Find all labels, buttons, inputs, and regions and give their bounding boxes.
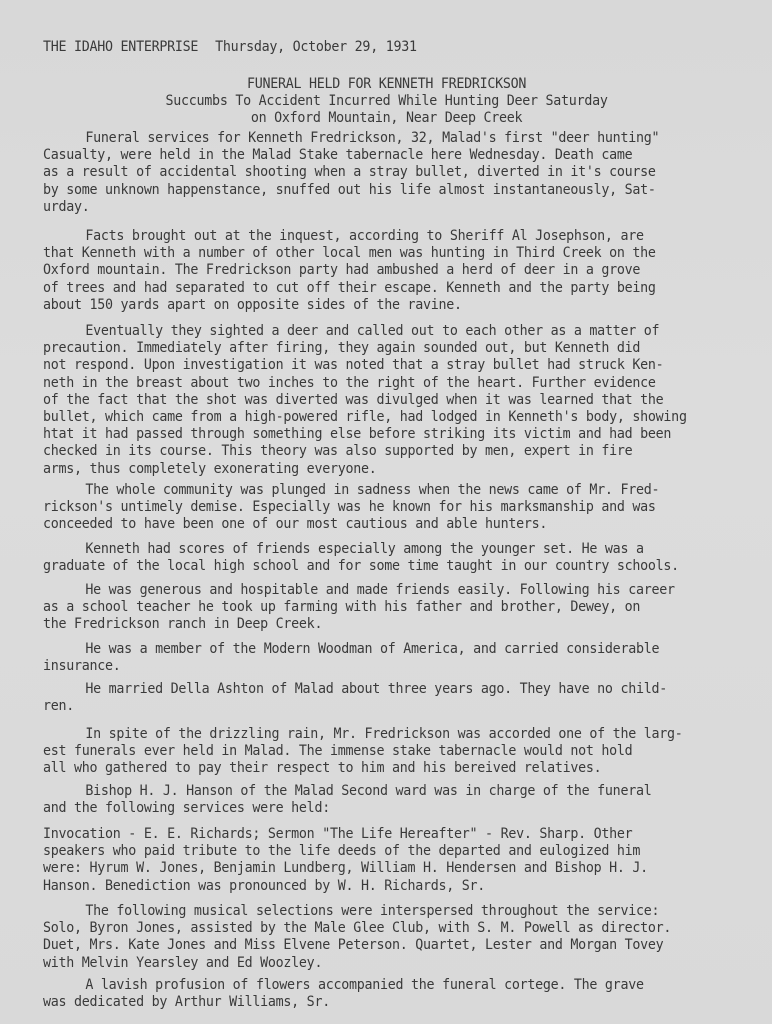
- paragraph-line: Invocation - E. E. Richards; Sermon "The Life Hereafter" - Rev. Sharp. Other: [43, 826, 633, 842]
- article-paragraph: [43, 977, 696, 1011]
- paragraph-line: ren.: [43, 698, 75, 715]
- paragraph-line: conceeded to have been one of our most cautious and able hunters.: [43, 516, 548, 533]
- paragraph-line: Solo, Byron Jones, assisted by the Male Glee Club, with S. M. Powell as director.: [43, 920, 672, 937]
- paragraph-line: that Kenneth with a number of other local men was hunting in Third Creek on the: [43, 245, 656, 262]
- paragraph-line: as a result of accidental shooting when a stray bullet, diverted in it's course: [43, 164, 656, 181]
- paragraph-line: Kenneth had scores of friends especially among the younger set. He was a: [85, 541, 644, 557]
- article-paragraph: [43, 482, 713, 534]
- paragraph-line: the Fredrickson ranch in Deep Creek.: [43, 616, 323, 633]
- publication-date: Thursday, October 29, 1931: [215, 39, 417, 55]
- paragraph-line: arms, thus completely exonerating everyone.: [43, 460, 377, 477]
- paragraph-line: was dedicated by Arthur Williams, Sr.: [43, 994, 330, 1011]
- paragraph-line: of trees and had separated to cut off their escape. Kenneth and the party being: [43, 279, 656, 296]
- paragraph-line: all who gathered to pay their respect to him and his bereived relatives.: [43, 760, 602, 777]
- paragraph-line: speakers who paid tribute to the life deeds of the departed and eulogized him: [43, 843, 641, 860]
- paragraph-line: with Melvin Yearsley and Ed Woozley.: [43, 954, 323, 971]
- paragraph-line: were: Hyrum W. Jones, Benjamin Lundberg, William H. Hendersen and Bishop H. J.: [43, 860, 648, 877]
- paragraph-line: Hanson. Benediction was pronounced by W. H. Richards, Sr.: [43, 877, 486, 894]
- paragraph-line: He married Della Ashton of Malad about three years ago. They have no child-: [85, 681, 667, 697]
- paragraph-line: neth in the breast about two inches to the right of the heart. Further evidence: [43, 374, 656, 391]
- paragraph-line: Oxford mountain. The Fredrickson party had ambushed a herd of deer in a grove: [43, 262, 641, 279]
- article-paragraph: [43, 130, 713, 216]
- paragraph-line: Bishop H. J. Hanson of the Malad Second ward was in charge of the funeral: [85, 783, 652, 799]
- paragraph-line: checked in its course. This theory was also supported by men, expert in fire: [43, 443, 633, 460]
- paragraph-line: He was a member of the Modern Woodman of America, and carried considerable: [85, 641, 660, 657]
- paragraph-line: urday.: [43, 198, 90, 215]
- paragraph-line: not respond. Upon investigation it was noted that a stray bullet had struck Ken-: [43, 357, 664, 374]
- paragraph-line: Funeral services for Kenneth Fredrickson, 32, Malad's first "deer hunting": [85, 130, 660, 146]
- headline-subtitle-line-2: on Oxford Mountain, Near Deep Creek: [250, 110, 523, 126]
- masthead: [43, 39, 417, 55]
- paragraph-line: as a school teacher he took up farming with his father and brother, Dewey, on: [43, 599, 641, 616]
- paragraph-line: The following musical selections were interspersed throughout the service:: [85, 903, 660, 919]
- paragraph-line: He was generous and hospitable and made friends easily. Following his career: [85, 582, 675, 598]
- article-paragraph: [43, 826, 701, 895]
- paragraph-line: and the following services were held:: [43, 800, 330, 817]
- paragraph-line: graduate of the local high school and for some time taught in our country schools.: [43, 558, 679, 575]
- article-paragraph: [43, 681, 721, 715]
- paragraph-line: Duet, Mrs. Kate Jones and Miss Elvene Peterson. Quartet, Lester and Morgan Tovey: [43, 937, 664, 954]
- paragraph-line: Eventually they sighted a deer and called out to each other as a matter of: [85, 323, 660, 339]
- paragraph-line: htat it had passed through something else before striking its victim and had been: [43, 426, 672, 443]
- paragraph-line: of the fact that the shot was diverted was divulged when it was learned that the: [43, 391, 664, 408]
- article-paragraph: [43, 641, 713, 675]
- paragraph-line: Facts brought out at the inquest, according to Sheriff Al Josephson, are: [85, 228, 644, 244]
- paragraph-line: A lavish profusion of flowers accompanied the funeral cortege. The grave: [85, 977, 644, 993]
- paragraph-line: est funerals ever held in Malad. The immense stake tabernacle would not hold: [43, 743, 633, 760]
- article-paragraph: [43, 903, 726, 972]
- headline-subtitle-line-1: Succumbs To Accident Incurred While Hunting Deer Saturday: [165, 93, 608, 109]
- paragraph-line: The whole community was plunged in sadness when the news came of Mr. Fred-: [85, 482, 660, 498]
- paragraph-line: precaution. Immediately after firing, they again sounded out, but Kenneth did: [43, 340, 641, 357]
- paragraph-line: about 150 yards apart on opposite sides of the ravine.: [43, 296, 462, 313]
- article-paragraph: [43, 323, 743, 478]
- article-paragraph: [43, 582, 730, 634]
- paragraph-line: Casualty, were held in the Malad Stake tabernacle here Wednesday. Death came: [43, 147, 633, 164]
- article-paragraph: [43, 783, 704, 817]
- paragraph-line: by some unknown happenstance, snuffed out his life almost instantaneously, Sat-: [43, 181, 656, 198]
- paragraph-line: insurance.: [43, 658, 121, 675]
- headline-block: [0, 76, 772, 127]
- headline-title: FUNERAL HELD FOR KENNETH FREDRICKSON: [246, 76, 527, 92]
- newspaper-name: THE IDAHO ENTERPRISE: [43, 39, 199, 55]
- article-paragraph: [43, 541, 734, 575]
- paragraph-line: rickson's untimely demise. Especially was he known for his marksmanship and was: [43, 499, 656, 516]
- article-paragraph: [43, 726, 738, 778]
- paragraph-line: bullet, which came from a high-powered rifle, had lodged in Kenneth's body, showing: [43, 408, 687, 425]
- paragraph-line: In spite of the drizzling rain, Mr. Fredrickson was accorded one of the larg-: [85, 726, 683, 742]
- article-paragraph: [43, 228, 709, 314]
